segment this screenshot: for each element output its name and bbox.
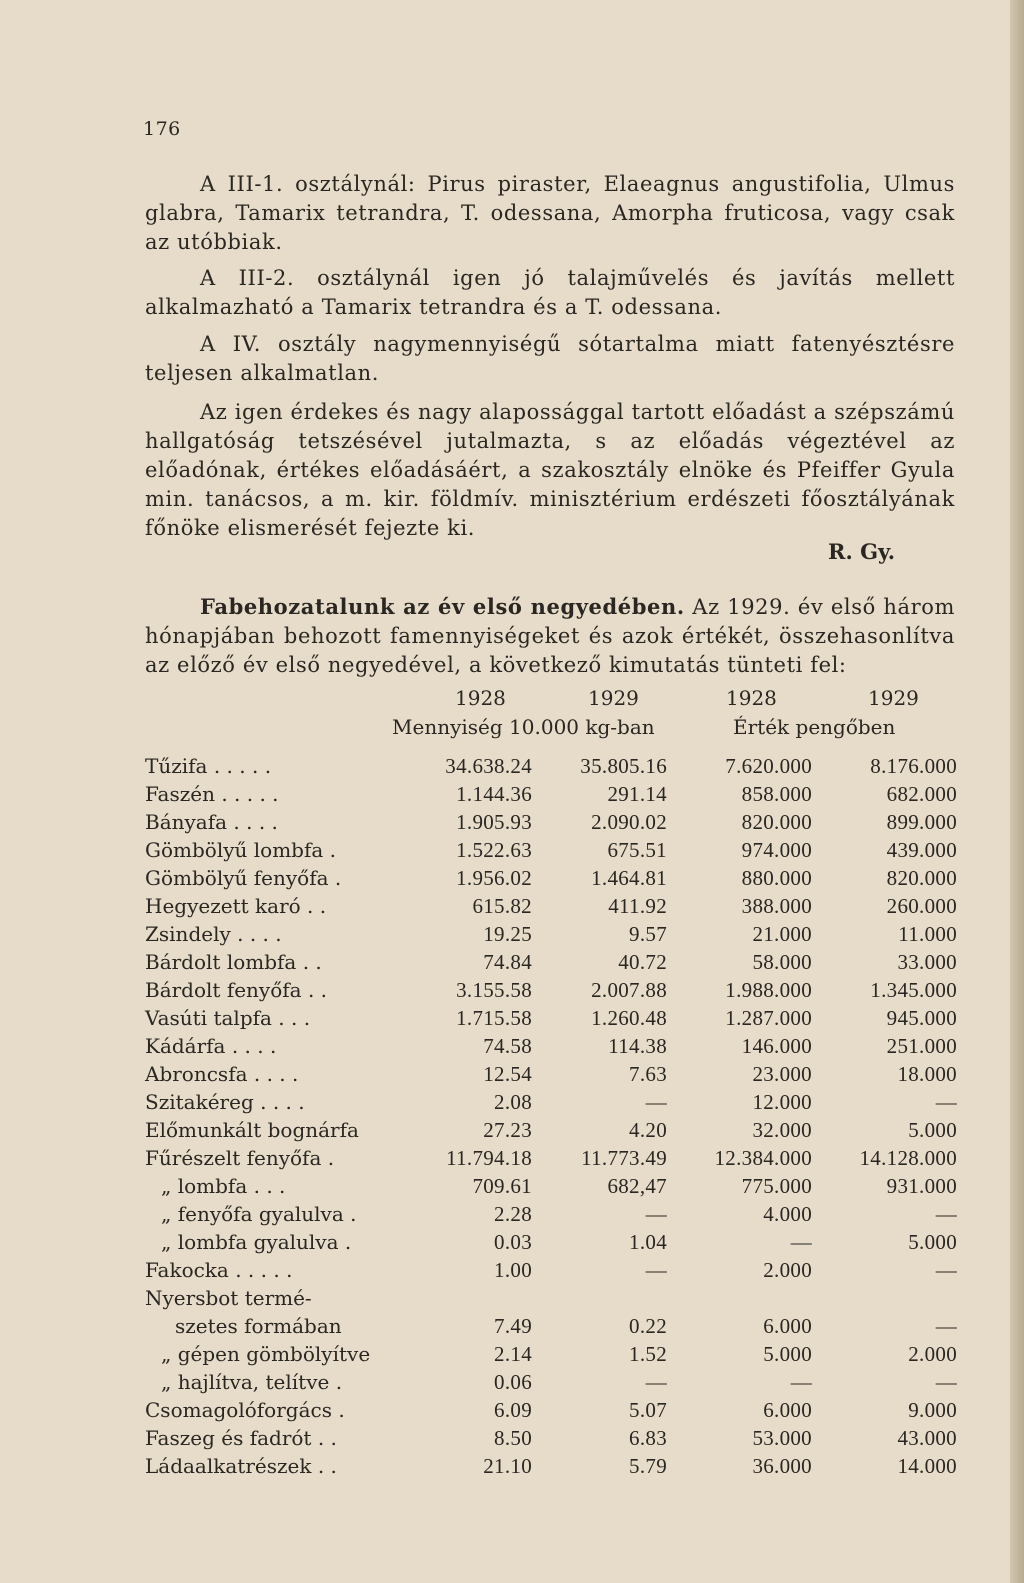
value-1929: 33.000 bbox=[897, 950, 957, 974]
quantity-1929: 1.464.81 bbox=[591, 866, 667, 890]
value-1928: 974.000 bbox=[741, 838, 812, 862]
row-label: Tűzifa . . . . . bbox=[145, 754, 272, 778]
value-1928: 36.000 bbox=[752, 1454, 812, 1478]
row-label: „ hajlítva, telítve . bbox=[161, 1370, 343, 1394]
year-header-val-1928: 1928 bbox=[726, 686, 777, 710]
quantity-1929: 6.83 bbox=[629, 1426, 667, 1450]
page-number: 176 bbox=[143, 118, 181, 140]
value-1928: 2.000 bbox=[763, 1258, 812, 1282]
paragraph-2: A III-2. osztálynál igen jó talajművelés és javítás mellett alkalmazható a Tamarix tetrandra és a T. odessana. bbox=[145, 266, 955, 319]
row-label: „ lombfa . . . bbox=[161, 1174, 286, 1198]
quantity-1928: 2.14 bbox=[494, 1342, 532, 1366]
table-row bbox=[145, 922, 965, 950]
paragraph-3: A IV. osztály nagymennyiségű sótartalma miatt fatenyésztésre teljesen alkalmatlan. bbox=[145, 332, 955, 385]
value-1929: 439.000 bbox=[886, 838, 957, 862]
row-label: Csomagolóforgács . bbox=[145, 1398, 345, 1422]
year-header-qty-1929: 1929 bbox=[588, 686, 639, 710]
value-1928: 12.384.000 bbox=[714, 1146, 812, 1170]
quantity-1928: 11.794.18 bbox=[446, 1146, 532, 1170]
year-header-qty-1928: 1928 bbox=[455, 686, 506, 710]
table-row bbox=[145, 1454, 965, 1482]
quantity-1928: 2.28 bbox=[494, 1202, 532, 1226]
row-label: Gömbölyű fenyőfa . bbox=[145, 866, 342, 890]
row-label: „ lombfa gyalulva . bbox=[161, 1230, 352, 1254]
quantity-1928: 8.50 bbox=[494, 1426, 532, 1450]
value-1928: 146.000 bbox=[741, 1034, 812, 1058]
value-1929: — bbox=[935, 1090, 957, 1114]
value-1928: 7.620.000 bbox=[725, 754, 812, 778]
quantity-1928: 0.06 bbox=[494, 1370, 532, 1394]
quantity-1928: 12.54 bbox=[483, 1062, 532, 1086]
value-1929: — bbox=[935, 1258, 957, 1282]
quantity-1928: 6.09 bbox=[494, 1398, 532, 1422]
quantity-1929: — bbox=[645, 1258, 667, 1282]
value-1928: — bbox=[790, 1230, 812, 1254]
quantity-1929: 1.52 bbox=[629, 1342, 667, 1366]
value-1929: 14.128.000 bbox=[859, 1146, 957, 1170]
quantity-1929: 11.773.49 bbox=[581, 1146, 667, 1170]
quantity-1928: 27.23 bbox=[483, 1118, 532, 1142]
value-1928: 6.000 bbox=[763, 1398, 812, 1422]
row-label: Bányafa . . . . bbox=[145, 810, 278, 834]
row-label: Fűrészelt fenyőfa . bbox=[145, 1146, 335, 1170]
table-row bbox=[145, 866, 965, 894]
value-1928: 5.000 bbox=[763, 1342, 812, 1366]
quantity-1928: 1.956.02 bbox=[456, 866, 532, 890]
table-row bbox=[145, 810, 965, 838]
quantity-1929: — bbox=[645, 1202, 667, 1226]
section-title: Fabehozatalunk az év első negyedében. bbox=[200, 594, 685, 619]
table-row bbox=[145, 978, 965, 1006]
value-1929: 899.000 bbox=[886, 810, 957, 834]
quantity-1929: 291.14 bbox=[607, 782, 667, 806]
quantity-1929: 411.92 bbox=[608, 894, 667, 918]
value-1928: 775.000 bbox=[741, 1174, 812, 1198]
table-row bbox=[145, 1146, 965, 1174]
table-row bbox=[145, 1230, 965, 1258]
quantity-1928: 34.638.24 bbox=[445, 754, 532, 778]
quantity-1928: 74.84 bbox=[483, 950, 532, 974]
quantity-1928: 0.03 bbox=[494, 1230, 532, 1254]
row-label: Bárdolt lombfa . . bbox=[145, 950, 322, 974]
table-row bbox=[145, 1426, 965, 1454]
row-label: Gömbölyű lombfa . bbox=[145, 838, 337, 862]
row-label: Kádárfa . . . . bbox=[145, 1034, 277, 1058]
table-row bbox=[145, 1006, 965, 1034]
value-1929: — bbox=[935, 1202, 957, 1226]
paragraph-4: Az igen érdekes és nagy alapossággal tartott előadást a szépszámú hallgatóság tetszésével jutalmazta, s az előadás végeztével az előadónak, értékes előadásáért, a szakosztály elnöke és Pfeiffer Gyula min. tanácsos, a m. kir. földmív. minisztérium erdészeti főosztályának főnöke elismerését fejezte ki. bbox=[145, 400, 955, 540]
quantity-1929: 675.51 bbox=[607, 838, 667, 862]
quantity-1928: 3.155.58 bbox=[456, 978, 532, 1002]
table-row bbox=[145, 1174, 965, 1202]
row-label: „ gépen gömbölyítve bbox=[161, 1342, 371, 1366]
quantity-1929: — bbox=[645, 1370, 667, 1394]
value-1928: 820.000 bbox=[741, 810, 812, 834]
paragraph-1: A III-1. osztálynál: Pirus piraster, Elaeagnus angustifolia, Ulmus glabra, Tamarix tetrandra, T. odessana, Amorpha fruticosa, vagy csak az utóbbiak. bbox=[145, 172, 955, 254]
value-1928: 1.287.000 bbox=[725, 1006, 812, 1030]
quantity-1929: 1.260.48 bbox=[591, 1006, 667, 1030]
table-row bbox=[145, 1258, 965, 1286]
quantity-1928: 2.08 bbox=[494, 1090, 532, 1114]
value-1929: 2.000 bbox=[908, 1342, 957, 1366]
row-label: Zsindely . . . . bbox=[145, 922, 282, 946]
quantity-1929: 2.007.88 bbox=[591, 978, 667, 1002]
page-edge bbox=[1010, 0, 1024, 1583]
value-1929: — bbox=[935, 1314, 957, 1338]
table-row bbox=[145, 950, 965, 978]
table-row bbox=[145, 1118, 965, 1146]
quantity-1929: 4.20 bbox=[629, 1118, 667, 1142]
value-1929: 8.176.000 bbox=[870, 754, 957, 778]
year-header-val-1929: 1929 bbox=[868, 686, 919, 710]
quantity-1928: 615.82 bbox=[472, 894, 532, 918]
value-1928: 4.000 bbox=[763, 1202, 812, 1226]
quantity-1929: 682,47 bbox=[607, 1174, 667, 1198]
value-1928: 21.000 bbox=[752, 922, 812, 946]
quantity-1929: 35.805.16 bbox=[580, 754, 667, 778]
quantity-1929: — bbox=[645, 1090, 667, 1114]
value-group-header: Érték pengőben bbox=[733, 715, 896, 739]
value-1929: 251.000 bbox=[886, 1034, 957, 1058]
quantity-1929: 9.57 bbox=[629, 922, 667, 946]
value-1929: 18.000 bbox=[897, 1062, 957, 1086]
quantity-1929: 40.72 bbox=[618, 950, 667, 974]
quantity-1928: 7.49 bbox=[494, 1314, 532, 1338]
value-1929: 5.000 bbox=[908, 1230, 957, 1254]
row-label: Nyersbot termé- bbox=[145, 1286, 312, 1310]
paragraph-5 bbox=[145, 592, 955, 680]
quantity-1928: 19.25 bbox=[483, 922, 532, 946]
paragraph-5-text: Az 1929. év első három hónapjában behozott famennyiségeket és azok értékét, összehasonlítva az előző év első negyedével, a következő kimutatás tünteti fel: bbox=[145, 595, 955, 677]
quantity-group-header: Mennyiség 10.000 kg-ban bbox=[392, 715, 655, 739]
row-label: Faszeg és fadrót . . bbox=[145, 1426, 337, 1450]
table-row bbox=[145, 1370, 965, 1398]
value-1929: 260.000 bbox=[886, 894, 957, 918]
import-table bbox=[145, 754, 965, 1482]
quantity-1929: 7.63 bbox=[629, 1062, 667, 1086]
quantity-1928: 74.58 bbox=[483, 1034, 532, 1058]
value-1928: — bbox=[790, 1370, 812, 1394]
table-row bbox=[145, 1314, 965, 1342]
table-row bbox=[145, 1202, 965, 1230]
table-row bbox=[145, 1342, 965, 1370]
value-1929: 9.000 bbox=[908, 1398, 957, 1422]
quantity-1928: 709.61 bbox=[472, 1174, 532, 1198]
quantity-1928: 21.10 bbox=[483, 1454, 532, 1478]
value-1929: 945.000 bbox=[886, 1006, 957, 1030]
value-1929: — bbox=[935, 1370, 957, 1394]
row-label: Fakocka . . . . . bbox=[145, 1258, 293, 1282]
row-label: Előmunkált bognárfa bbox=[145, 1118, 359, 1142]
table-row bbox=[145, 1034, 965, 1062]
value-1929: 11.000 bbox=[898, 922, 957, 946]
value-1929: 43.000 bbox=[897, 1426, 957, 1450]
value-1929: 1.345.000 bbox=[870, 978, 957, 1002]
value-1929: 820.000 bbox=[886, 866, 957, 890]
table-row bbox=[145, 754, 965, 782]
quantity-1928: 1.522.63 bbox=[456, 838, 532, 862]
quantity-1929: 0.22 bbox=[629, 1314, 667, 1338]
value-1928: 58.000 bbox=[752, 950, 812, 974]
signature: R. Gy. bbox=[828, 539, 896, 564]
value-1928: 388.000 bbox=[741, 894, 812, 918]
row-label: Szitakéreg . . . . bbox=[145, 1090, 305, 1114]
value-1928: 53.000 bbox=[752, 1426, 812, 1450]
value-1928: 6.000 bbox=[763, 1314, 812, 1338]
row-label: Ládaalkatrészek . . bbox=[145, 1454, 337, 1478]
value-1929: 14.000 bbox=[897, 1454, 957, 1478]
value-1929: 682.000 bbox=[886, 782, 957, 806]
row-label: Abroncsfa . . . . bbox=[145, 1062, 299, 1086]
row-label: szetes formában bbox=[175, 1314, 342, 1338]
quantity-1929: 1.04 bbox=[629, 1230, 667, 1254]
quantity-1929: 2.090.02 bbox=[591, 810, 667, 834]
quantity-1929: 5.79 bbox=[629, 1454, 667, 1478]
row-label: Bárdolt fenyőfa . . bbox=[145, 978, 328, 1002]
value-1928: 23.000 bbox=[752, 1062, 812, 1086]
quantity-1929: 114.38 bbox=[608, 1034, 667, 1058]
value-1928: 12.000 bbox=[752, 1090, 812, 1114]
table-row bbox=[145, 1062, 965, 1090]
row-label: Faszén . . . . . bbox=[145, 782, 279, 806]
value-1929: 5.000 bbox=[908, 1118, 957, 1142]
table-row bbox=[145, 1398, 965, 1426]
row-label: Hegyezett karó . . bbox=[145, 894, 327, 918]
table-row bbox=[145, 782, 965, 810]
quantity-1928: 1.715.58 bbox=[456, 1006, 532, 1030]
quantity-1928: 1.144.36 bbox=[456, 782, 532, 806]
value-1928: 1.988.000 bbox=[725, 978, 812, 1002]
table-row bbox=[145, 1286, 965, 1314]
table-row bbox=[145, 838, 965, 866]
value-1928: 32.000 bbox=[752, 1118, 812, 1142]
row-label: „ fenyőfa gyalulva . bbox=[161, 1202, 357, 1226]
value-1928: 880.000 bbox=[741, 866, 812, 890]
quantity-1929: 5.07 bbox=[629, 1398, 667, 1422]
table-row bbox=[145, 894, 965, 922]
value-1929: 931.000 bbox=[886, 1174, 957, 1198]
row-label: Vasúti talpfa . . . bbox=[145, 1006, 311, 1030]
quantity-1928: 1.905.93 bbox=[456, 810, 532, 834]
value-1928: 858.000 bbox=[741, 782, 812, 806]
table-row bbox=[145, 1090, 965, 1118]
quantity-1928: 1.00 bbox=[494, 1258, 532, 1282]
